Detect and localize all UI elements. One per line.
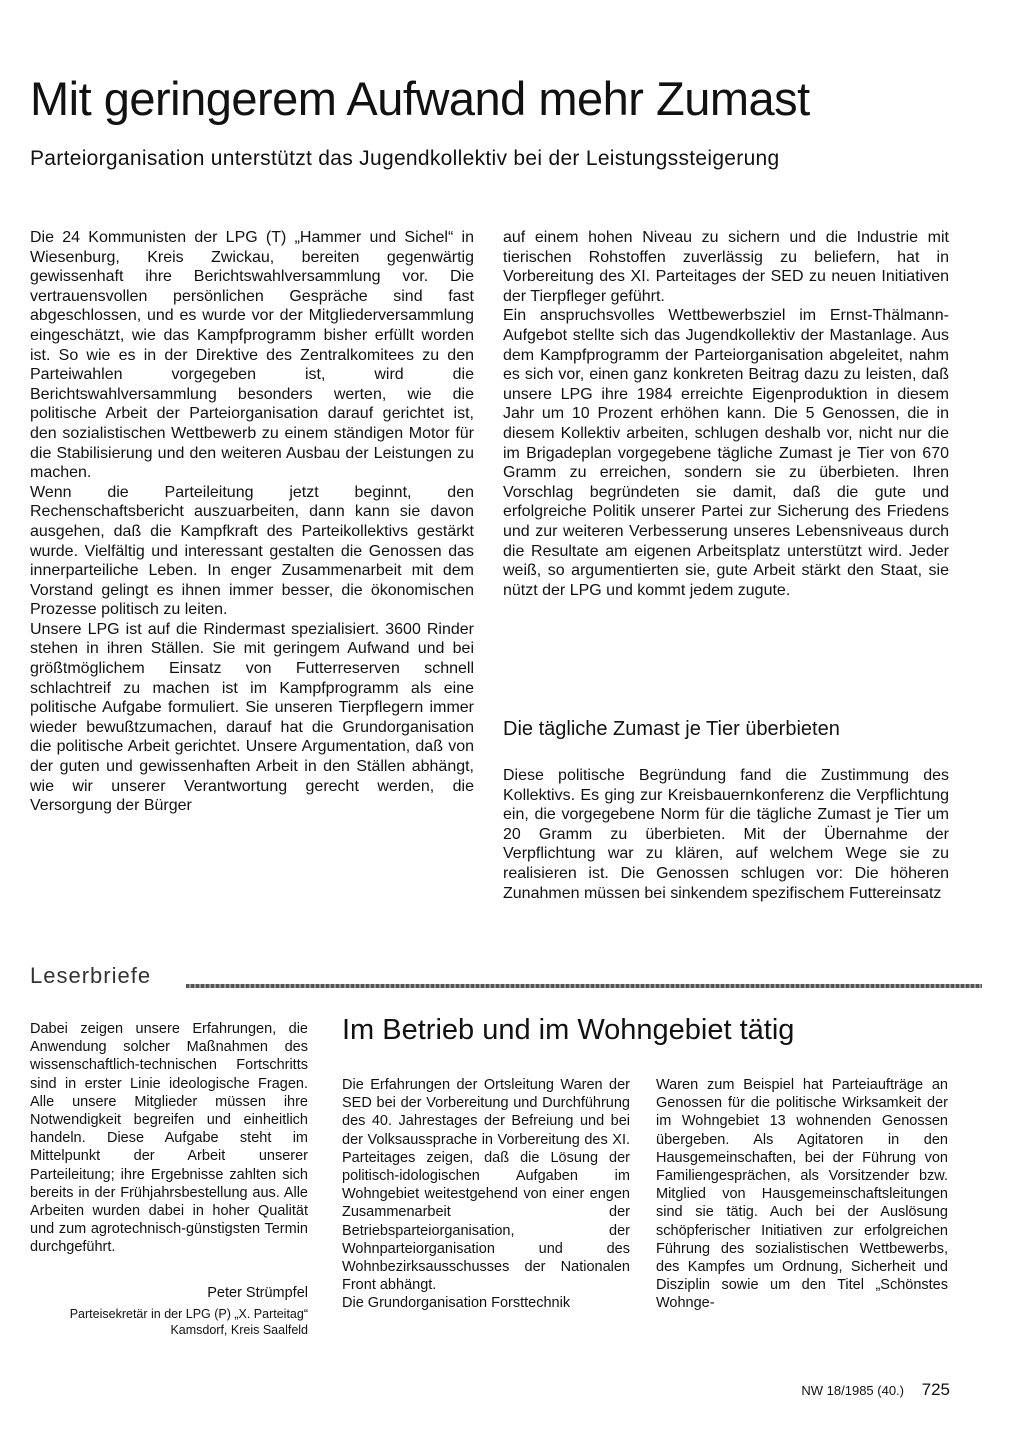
article-headline: Mit geringerem Aufwand mehr Zumast	[30, 72, 810, 125]
letter-author-role	[30, 1306, 308, 1338]
article2-paragraph: Die Erfahrungen der Ortsleitung Waren der SED bei der Vorbereitung und Durchführung des 40. Jahrestages der Befreiung und bei der Volksaussprache in Vorbereitung des XI. Parteitages zeigen, daß die Lösung der politisch-idologischen Aufgaben im Wohngebiet weitestgehend von einer engen Zusammenarbeit der Betriebsparteiorganisation, der Wohnparteiorganisation und des Wohnbezirksausschusses der Nationalen Front abhängt.	[342, 1077, 630, 1294]
article-paragraph: Wenn die Parteileitung jetzt beginnt, den Rechenschaftsbericht auszuarbeiten, dann kann sie davon ausgehen, daß die Kampfkraft des Parteikollektivs gestärkt wurde. Vielfältig und interessant gestalten die Genossen das innerparteiliche Leben. In enger Zusammenarbeit mit dem Vorstand gelingt es ihnen immer besser, die ökonomischen Prozesse politisch zu leiten.	[30, 483, 474, 619]
article-paragraph: auf einem hohen Niveau zu sichern und die Industrie mit tierischen Rohstoffen zuverlässig zu beliefern, hat in Vorbereitung des XI. Parteitages der SED zu neuen Initiativen der Tierpfleger geführt.	[503, 229, 949, 305]
section-divider-rule	[186, 984, 982, 988]
article-column-1	[30, 228, 474, 816]
article2-paragraph: Waren zum Beispiel hat Parteiaufträge an Genossen für die politische Wirksamkeit der im Wohngebiet 13 wohnenden Genossen übergeben. Als Agitatoren in den Hausgemeinschaften, bei der Führung von Familiengesprächen, als Vorsitzender bzw. Mitglied von Hausgemeinschaftsleitungen sind sie tätig. Auch bei der Auslösung schöpferischer Initiativen zur erfolgreichen Führung des sozialistischen Wettbewerbs, des Kampfes um Ordnung, Sicherheit und Disziplin sowie um den Titel „Schönstes Wohnge-	[656, 1077, 948, 1312]
author-role-line: Parteisekretär in der LPG (P) „X. Parteitag“	[69, 1307, 308, 1321]
article2-column-1	[342, 1076, 630, 1313]
author-role-line: Kamsdorf, Kreis Saalfeld	[170, 1323, 308, 1337]
page-number: 725	[921, 1380, 950, 1399]
article-paragraph: Unsere LPG ist auf die Rindermast spezialisiert. 3600 Rinder stehen in ihren Ställen. Sie mit geringem Aufwand und bei größtmöglichem Einsatz von Futterreserven schnell schlachtreif zu machen ist im Kampfprogramm als eine politische Aufgabe formuliert. Sie unseren Tierpflegern immer wieder bewußtzumachen, darauf hat die Grundorganisation die politische Arbeit gerichtet. Unsere Argumentation, daß von der guten und gewissenhaften Arbeit in den Ställen abhängt, wie wir unserer Verantwortung gerecht werden, die Versorgung der Bürger	[30, 620, 474, 815]
article-column-2-continued	[503, 766, 949, 903]
issue-label: NW 18/1985 (40.)	[801, 1383, 904, 1398]
section-title-leserbriefe: Leserbriefe	[30, 963, 152, 988]
article-column-2	[503, 228, 949, 600]
article2-headline: Im Betrieb und im Wohngebiet tätig	[342, 1014, 795, 1046]
article-section-heading: Die tägliche Zumast je Tier überbieten	[503, 718, 840, 740]
letter-author: Peter Strümpfel	[207, 1285, 308, 1301]
article2-paragraph: Die Grundorganisation Forsttechnik	[342, 1295, 571, 1312]
article-paragraph: Ein anspruchsvolles Wettbewerbsziel im Ernst-Thälmann-Aufgebot stellte sich das Jugendkollektiv der Mastanlage. Aus dem Kampfprogramm der Parteiorganisation abgeleitet, nahm es sich vor, einen ganz konkreten Beitrag dazu zu leisten, daß unsere LPG ihre 1984 erreichte Eigenproduktion in diesem Jahr um 10 Prozent erhöhen kann. Die 5 Genossen, die in diesem Kollektiv arbeiten, schlugen deshalb vor, nicht nur die im Brigadeplan vorgegebene tägliche Zumast je Tier von 670 Gramm zu erreichen, sondern sie zu überbieten. Ihren Vorschlag begründeten sie damit, daß die gute und erfolgreiche Politik unserer Partei zur Sicherung des Friedens und zur weiteren Verbesserung unseres Lebensniveaus durch die Resultate am eigenen Arbeitsplatz unterstützt wird. Jeder weiß, so argumentierten sie, gute Arbeit stärkt den Staat, sie nützt der LPG und kommt jedem zugute.	[503, 307, 949, 599]
reader-letter	[30, 1020, 308, 1257]
article-paragraph: Die 24 Kommunisten der LPG (T) „Hammer und Sichel“ in Wiesenburg, Kreis Zwickau, bereiten gegenwärtig gewissenhaft ihre Berichtswahlversammlung vor. Die vertrauensvollen persönlichen Gespräche sind fast abgeschlossen, und es wurde vor der Mitgliederversammlung eingeschätzt, wie das Kampfprogramm bisher erfüllt worden ist. So wie es in der Direktive des Zentralkomitees zu den Parteiwahlen vorgegeben ist, wird die Berichtswahlversammlung besonders werten, wie die politische Arbeit der Parteiorganisation darauf gerichtet ist, den sozialistischen Wettbewerb zu einem ständigen Motor für die Stabilisierung und den weiteren Ausbau der Leistungen zu machen.	[30, 229, 474, 482]
article2-column-2	[656, 1076, 948, 1313]
letter-paragraph: Dabei zeigen unsere Erfahrungen, die Anwendung solcher Maßnahmen des wissenschaftlich-technischen Fortschritts sind in erster Linie ideologische Fragen. Alle unsere Mitglieder müssen ihre Notwendigkeit begreifen und einheitlich handeln. Diese Aufgabe steht im Mittelpunkt der Arbeit unserer Parteileitung; ihre Ergebnisse zahlten sich bereits in der Frühjahrsbestellung aus. Alle Arbeiten wurden dabei in hoher Qualität und zum agrotechnisch-günstigsten Termin durchgeführt.	[30, 1021, 308, 1256]
page-footer	[710, 1380, 950, 1401]
article-paragraph: Diese politische Begründung fand die Zustimmung des Kollektivs. Es ging zur Kreisbauernkonferenz die Verpflichtung ein, die vorgegebene Norm für die tägliche Zumast je Tier um 20 Gramm zu überbieten. Mit der Übernahme der Verpflichtung war zu klären, auf welchem Wege sie zu realisieren ist. Die Genossen schlugen vor: Die höheren Zunahmen müssen bei sinkendem spezifischem Futtereinsatz	[503, 767, 949, 902]
article-subheadline: Parteiorganisation unterstützt das Jugendkollektiv bei der Leistungssteigerung	[30, 147, 780, 170]
